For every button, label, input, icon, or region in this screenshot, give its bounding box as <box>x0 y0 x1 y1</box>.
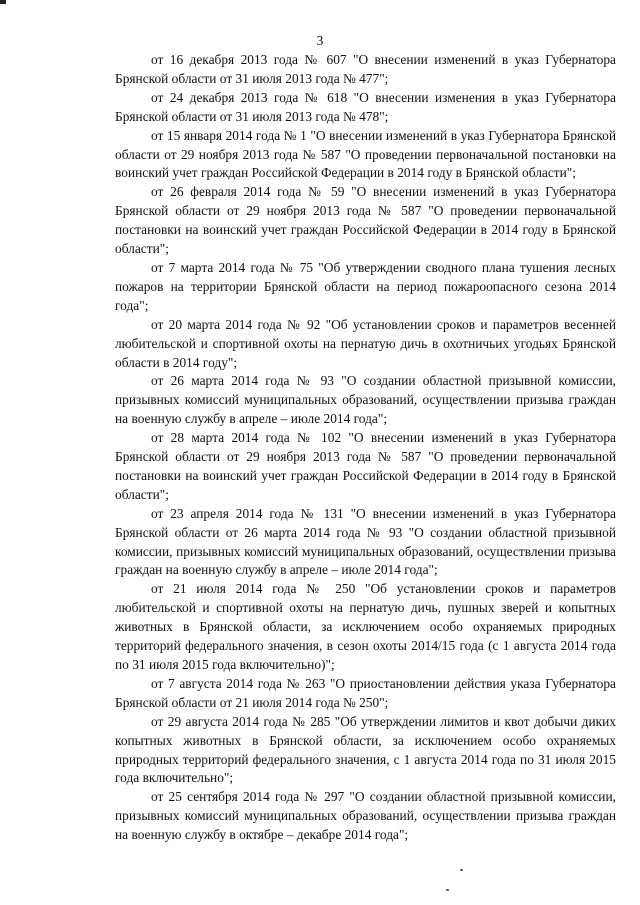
decree-paragraph: от 20 марта 2014 года № 92 "Об установлении сроков и параметров весенней любительской и спортивной охоты на пернатую дичь в охотничьих угодьях Брянской области в 2014 году"; <box>115 316 616 370</box>
decree-paragraph: от 26 марта 2014 года № 93 "О создании областной призывной комиссии, призывных комиссий муниципальных образований, осуществлении призыва граждан на военную службу в апреле – июле 2014 года"; <box>115 373 616 427</box>
decree-paragraph: от 28 марта 2014 года № 102 "О внесении изменений в указ Губернатора Брянской области от 29 ноября 2013 года № 587 "О проведении первоначальной постановки на воинский учет граждан Российской Федерации в 2014 году в Брянской области"; <box>115 430 616 502</box>
decree-paragraph: от 29 августа 2014 года № 285 "Об утверждении лимитов и квот добычи диких копытных животных в Брянской области, за исключением особо охраняемых природных территорий федерального значения, с 1 августа 2014 года по 31 июля 2015 года включительно"; <box>115 713 616 786</box>
scan-speck <box>446 889 449 891</box>
decree-paragraph: от 26 февраля 2014 года № 59 "О внесении изменений в указ Губернатора Брянской области от 29 ноября 2013 года № 587 "О проведении первоначальной постановки на воинский учет граждан Российской Федерации в 2014 году в Брянской области"; <box>115 184 616 257</box>
decree-paragraph: от 7 августа 2014 года № 263 "О приостановлении действия указа Губернатора Брянской области от 21 июля 2014 года № 250"; <box>115 675 616 710</box>
decree-list <box>115 51 616 845</box>
decree-paragraph: от 21 июля 2014 года № 250 "Об установлении сроков и параметров любительской и спортивной охоты на пернатую дичь, пушных зверей и копытных животных в Брянской области, за исключением особо охраняемых природных территорий федерального значения, в сезон охоты 2014/15 года (с 1 августа 2014 года по 31 июля 2015 года включительно)"; <box>115 581 616 672</box>
decree-paragraph: от 25 сентября 2014 года № 297 "О создании областной призывной комиссии, призывных комиссий муниципальных образований, осуществлении призыва граждан на военную службу в октябре – декабре 2014 года"; <box>115 789 616 843</box>
decree-paragraph: от 24 декабря 2013 года № 618 "О внесении изменения в указ Губернатора Брянской области от 31 июля 2013 года № 478"; <box>115 89 616 124</box>
decree-paragraph: от 23 апреля 2014 года № 131 "О внесении изменений в указ Губернатора Брянской области от 26 марта 2014 года № 93 "О создании областной призывной комиссии, призывных комиссий муниципальных образований, осуществлении призыва граждан на военную службу в апреле – июле 2014 года"; <box>115 505 616 578</box>
scan-speck <box>460 869 463 871</box>
decree-paragraph: от 7 марта 2014 года № 75 "Об утверждении сводного плана тушения лесных пожаров на территории Брянской области на период пожароопасного сезона 2014 года"; <box>115 259 616 313</box>
decree-paragraph: от 15 января 2014 года № 1 "О внесении изменений в указ Губернатора Брянской области от 29 ноября 2013 года № 587 "О проведении первоначальной постановки на воинский учет граждан Российской Федерации в 2014 году в Брянской области"; <box>115 127 616 181</box>
scan-corner-mark <box>0 0 6 4</box>
page-number: 3 <box>316 33 324 48</box>
decree-paragraph: от 16 декабря 2013 года № 607 "О внесении изменений в указ Губернатора Брянской области от 31 июля 2013 года № 477"; <box>115 52 616 86</box>
